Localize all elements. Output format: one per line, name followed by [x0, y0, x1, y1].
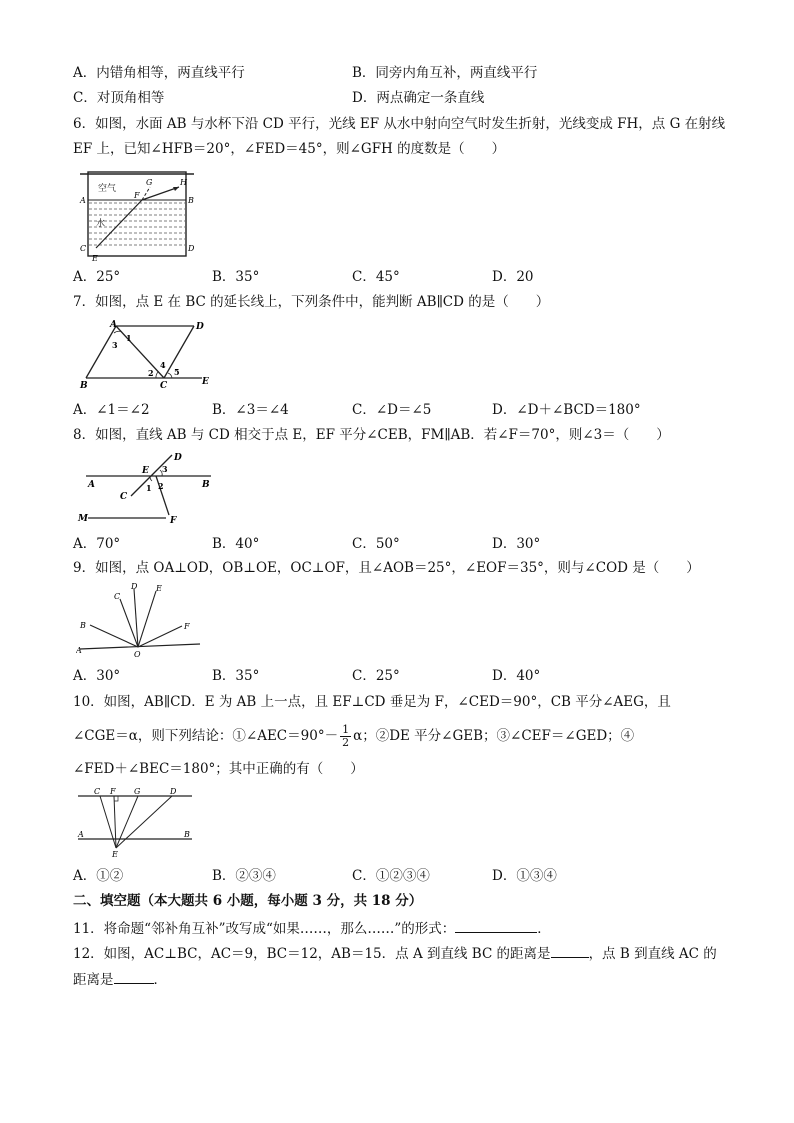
q6-label-e: E: [92, 254, 98, 262]
q8-label-3: 3: [162, 464, 168, 474]
q7-label-3: 3: [112, 340, 118, 350]
q9-option-b: B．35°: [212, 668, 260, 684]
q6-option-a: A．25°: [73, 269, 121, 285]
q10-label-d: D: [170, 787, 177, 796]
q5-option-a: A．内错角相等，两直线平行: [73, 65, 245, 81]
q9-option-d: D．40°: [492, 668, 541, 684]
q10-label-a: A: [78, 830, 84, 839]
q10-label-c: C: [94, 787, 101, 796]
q7-option-a: A．∠1＝∠2: [73, 402, 150, 418]
q9-label-c: C: [114, 592, 121, 601]
q10-frac-den: 2: [342, 736, 350, 749]
q9-label-o: O: [134, 650, 141, 659]
q12-line2-end: ．: [153, 972, 167, 988]
q10-option-b: B．②③④: [212, 868, 276, 884]
q5-option-d: D．两点确定一条直线: [352, 90, 485, 106]
q7-option-c: C．∠D＝∠5: [352, 402, 432, 418]
q5-option-c: C．对顶角相等: [73, 90, 165, 106]
q9-stem: 9．如图，点 OA⊥OD，OB⊥OE，OC⊥OF，且∠AOB＝25°，∠EOF＝35°，则与∠COD 是（ ）: [73, 560, 700, 576]
q12-line1-pre: 12．如图，AC⊥BC，AC＝9，BC＝12，AB＝15．点 A 到直线 BC 的距离是: [73, 946, 551, 962]
q10-stem-line3: ∠FED＋∠BEC＝180°；其中正确的有（ ）: [73, 761, 364, 777]
q8-option-d: D．30°: [492, 536, 541, 552]
q9-label-a: A: [76, 646, 82, 655]
q11-answer-blank[interactable]: [455, 918, 537, 933]
q7-label-5: 5: [174, 367, 180, 377]
q7-label-c: C: [160, 381, 168, 390]
q6-stem-line1: 6．如图，水面 AB 与水杯下沿 CD 平行，光线 EF 从水中射向空气时发生折射，光线变成 FH，点 G 在射线: [73, 116, 726, 132]
q8-label-c: C: [120, 492, 128, 502]
q7-option-b: B．∠3＝∠4: [212, 402, 289, 418]
q8-label-1: 1: [146, 483, 152, 493]
q8-stem: 8．如图，直线 AB 与 CD 相交于点 E，EF 平分∠CEB，FM∥AB．若∠F＝70°，则∠3＝（ ）: [73, 427, 670, 443]
q7-label-2: 2: [148, 368, 154, 378]
q8-figure: [76, 451, 216, 529]
q11-text: 11．将命题“邻补角互补”改写成“如果……，那么……”的形式：: [73, 921, 456, 937]
q9-figure: [76, 581, 206, 659]
q10-option-c: C．①②③④: [352, 868, 430, 884]
q7-option-d: D．∠D＋∠BCD＝180°: [492, 402, 641, 418]
q12-stem-line2: [73, 969, 167, 989]
q11-stem: [73, 918, 551, 938]
q6-label-f: F: [134, 191, 140, 200]
q10-figure: [76, 784, 196, 858]
q6-label-water: 水: [96, 219, 106, 229]
q8-label-b: B: [202, 480, 210, 490]
q6-option-b: B．35°: [212, 269, 260, 285]
q8-label-d: D: [174, 453, 182, 463]
q6-stem-line2: EF 上，已知∠HFB＝20°，∠FED＝45°，则∠GFH 的度数是（ ）: [73, 141, 506, 157]
q6-label-c: C: [80, 244, 87, 253]
q8-label-a: A: [88, 480, 95, 490]
q12-answer-blank-1[interactable]: [551, 943, 589, 958]
q10-label-g: G: [134, 787, 141, 796]
q9-option-a: A．30°: [73, 668, 121, 684]
q10-option-a: A．①②: [73, 868, 124, 884]
q8-option-a: A．70°: [73, 536, 121, 552]
q8-label-m: M: [78, 514, 88, 524]
q10-label-f: F: [110, 787, 116, 796]
q9-label-b: B: [80, 621, 86, 630]
q7-label-4: 4: [160, 360, 166, 370]
q10-label-b: B: [184, 830, 190, 839]
q10-option-d: D．①③④: [492, 868, 557, 884]
q8-label-2: 2: [158, 481, 164, 491]
q12-line1-mid: ，点 B 到直线 AC 的: [588, 946, 717, 962]
q6-figure: [76, 168, 196, 262]
q12-line2-pre: 距离是: [73, 972, 114, 988]
q7-label-a: A: [110, 320, 117, 330]
q10-fraction: [340, 724, 351, 749]
q5-option-b: B．同旁内角互补，两直线平行: [352, 65, 538, 81]
q9-label-d: D: [131, 582, 138, 591]
q9-label-f: F: [184, 622, 190, 631]
q8-option-c: C．50°: [352, 536, 400, 552]
q6-label-b: B: [188, 196, 194, 205]
q10-line2-pre: ∠CGE＝α，则下列结论：①∠AEC＝90°－: [73, 728, 339, 744]
q6-option-c: C．45°: [352, 269, 400, 285]
q8-label-f: F: [170, 516, 177, 526]
q6-label-g: G: [146, 178, 153, 187]
q6-option-d: D．20: [492, 269, 534, 285]
q7-label-d: D: [196, 322, 204, 332]
q10-stem-line1: 10．如图，AB∥CD．E 为 AB 上一点，且 EF⊥CD 垂足为 F，∠CED＝90°，CB 平分∠AEG，且: [73, 694, 671, 710]
q7-label-b: B: [80, 381, 88, 390]
q7-figure: [76, 318, 216, 390]
q7-stem: 7．如图，点 E 在 BC 的延长线上，下列条件中，能判断 AB∥CD 的是（ ）: [73, 294, 550, 310]
q6-label-d: D: [188, 244, 195, 253]
q9-label-e: E: [156, 584, 162, 593]
q10-line2-post: α；②DE 平分∠GEB；③∠CEF＝∠GED；④: [353, 728, 635, 744]
q8-label-e: E: [142, 466, 149, 476]
q12-answer-blank-2[interactable]: [114, 969, 154, 984]
q12-stem-line1: [73, 943, 717, 963]
q10-stem-line2: [73, 722, 634, 750]
q9-option-c: C．25°: [352, 668, 400, 684]
section-heading-fill-in: 二、填空题（本大题共 6 小题，每小题 3 分，共 18 分）: [73, 893, 423, 909]
q11-end: ．: [537, 921, 551, 937]
q7-label-1: 1: [126, 333, 132, 343]
q7-label-e: E: [202, 377, 209, 387]
q6-label-h: H: [180, 178, 187, 187]
q6-label-air: 空气: [98, 184, 117, 194]
q8-option-b: B．40°: [212, 536, 260, 552]
q6-label-a: A: [80, 196, 86, 205]
q10-label-e: E: [112, 850, 118, 858]
q10-frac-num: 1: [342, 723, 350, 736]
